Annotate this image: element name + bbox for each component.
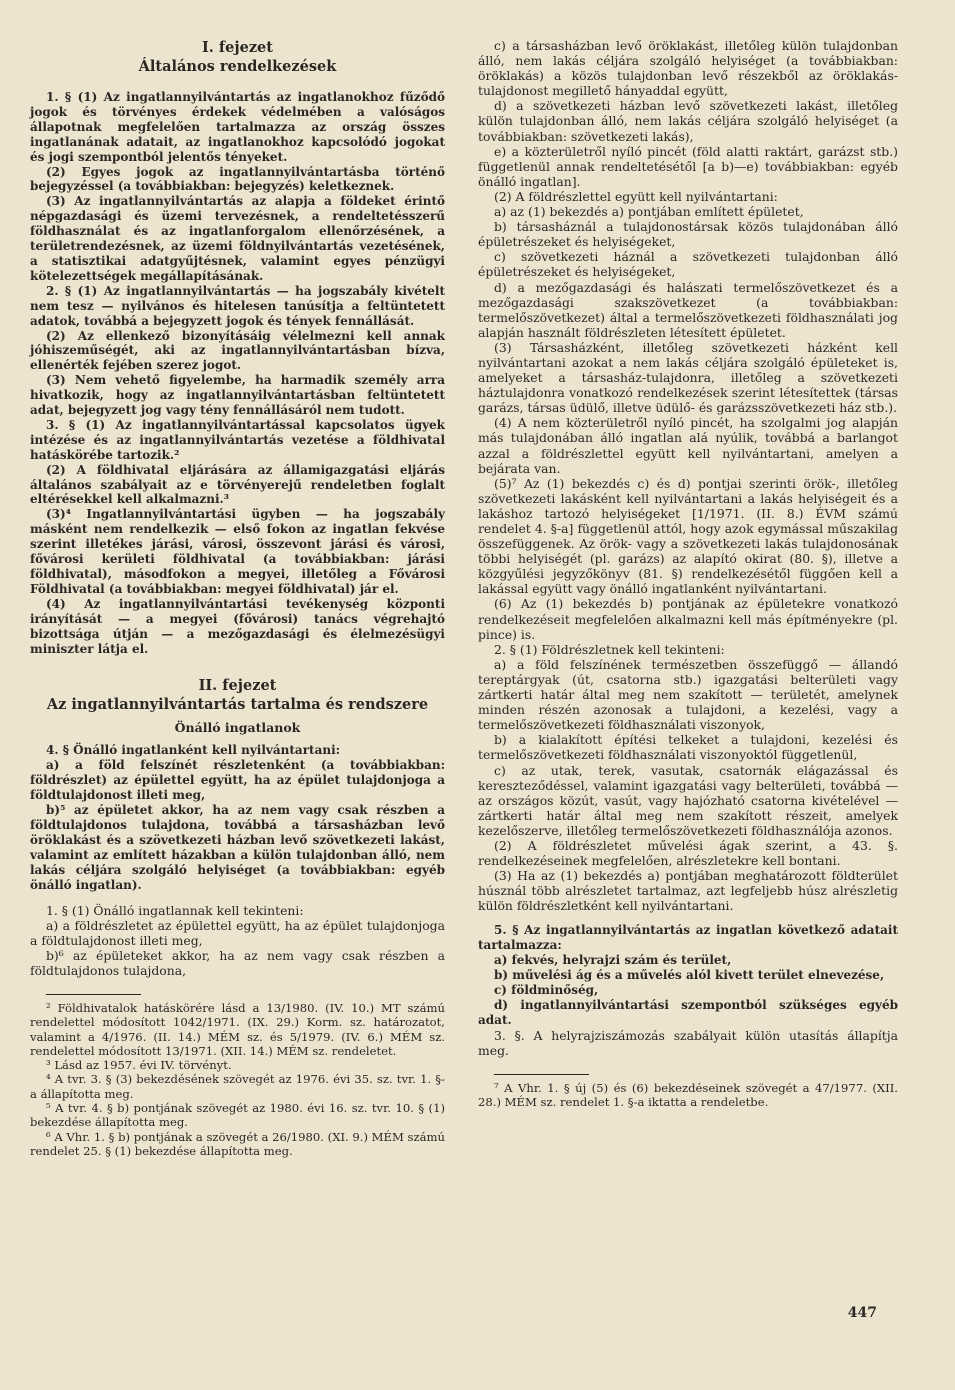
page-number: 447 (847, 1305, 877, 1321)
footnotes (478, 1081, 898, 1110)
paragraph: e) a közterületről nyíló pincét (föld alatti raktárt, garázst stb.) függetlenül annak rendeltetésétől [a b)—e) továbbiakban: egyéb önálló ingatlan]. (478, 143, 898, 189)
footnote: ⁴ A tvr. 3. § (3) bekezdésének szövegét az 1976. évi 35. sz. tvr. 1. §-a állapította meg. (30, 1072, 445, 1101)
footnote: ⁵ A tvr. 4. § b) pontjának szövegét az 1980. évi 16. sz. tvr. 10. § (1) bekezdése állapította meg. (30, 1101, 445, 1130)
paragraph: (3) Társasházként, illetőleg szövetkezeti házként kell nyilvántartani azokat a nem lakás céljára szolgáló épületeket is, amelyeket a társasház-tulajdonra, illetőleg a szövetkezeti háztulajdonra vonatkozó rendelkezések szerint létesítettek (társas garázs, társas üdülő, illetve üdülő- és garázsszövetkezeti ház stb.). (478, 339, 898, 416)
paragraph: (2) Egyes jogok az ingatlannyilvántartásba történő bejegyzéssel (a továbbiakban: bejegyzés) keletkeznek. (30, 164, 445, 194)
footnote-rule (494, 1074, 589, 1075)
paragraph: d) ingatlannyilvántartási szempontból szükséges egyéb adat. (478, 997, 898, 1027)
chapter-2-title: II. fejezet (198, 677, 277, 695)
paragraph: (3)⁴ Ingatlannyilvántartási ügyben — ha jogszabály másként nem rendelkezik — első fokon az ingatlan fekvése szerint illetékes járási, városi, összevont járási és városi, fővárosi kerületi földhivatal (a továbbiakban: járási földhivatal), másodfokon a megyei, illetőleg a Fővárosi Földhivatal (a továbbiakban: megyei földhivatal) jár el. (30, 507, 445, 596)
paragraph: d) a mezőgazdasági és halászati termelőszövetkezet és a mezőgazdasági szakszövetkezet (a továbbiakban: termelőszövetkezet) által a termelőszövetkezeti földhasználati jog alapján használt földrészleten létesített épületet. (478, 279, 898, 340)
footnote: ³ Lásd az 1957. évi IV. törvényt. (46, 1058, 232, 1073)
paragraph: a) fekvés, helyrajzi szám és terület, (494, 953, 732, 968)
paragraph: 2. § (1) Földrészletnek kell tekinteni: (494, 641, 725, 657)
paragraph: (3) Nem vehető figyelembe, ha harmadik személy arra hivatkozik, hogy az ingatlannyilvántartásban feltüntetett adat, bejegyzett jog vagy tény fennállásáról nem tudott. (30, 373, 445, 418)
paragraph: (4) Az ingatlannyilvántartási tevékenység központi irányítását — a megyei (fővárosi) tanács végrehajtó bizottsága útján — a mezőgazdasági és élelmezésügyi miniszter látja el. (30, 596, 445, 656)
paragraph: (3) Ha az (1) bekezdés a) pontjában meghatározott földterület húsznál több alrészletet tartalmaz, azt legfeljebb húsz alrészletig külön földrészletként kell nyilvántartani. (478, 868, 898, 914)
paragraph: (2) A földrészlettel együtt kell nyilvántartani: (494, 188, 778, 204)
paragraph: d) a szövetkezeti házban levő szövetkezeti lakást, illetőleg külön tulajdonban álló, nem lakás céljára szolgáló helyiséget (a továbbiakban: szövetkezeti lakás), (478, 98, 898, 144)
paragraph: c) az utak, terek, vasutak, csatornák elágazással és kereszteződéssel, valamint igazgatási vagy belterületi, továbbá — az országos közút, vasút, vagy hajózható csatorna kivételével — zártkerti határ által meg nem szakított részeit, amelyek kezelőszerve, illetőleg termelőszövetkezeti földhasználója azonos. (478, 762, 898, 838)
paragraph: 1. § (1) Önálló ingatlannak kell tekinteni: (46, 902, 304, 918)
paragraph: (4) A nem közterületről nyíló pincét, ha szolgalmi jog alapján más tulajdonában álló ingatlan alá nyúlik, továbbá a barlangot azzal a földrészlettel együtt kell nyilvántartani, amelyen a bejárata van. (478, 415, 898, 476)
paragraph: 1. § (1) Az ingatlannyilvántartás az ingatlanokhoz fűződő jogok és törvényes érdekek védelmében a valóságos állapotnak megfelelően tartalmazza az ország összes ingatlanának adatait, az ingatlanokhoz kapcsolódó jogokat és jogi szempontból jelentős tényeket. (30, 90, 445, 164)
left-column (30, 0, 445, 1158)
paragraph: 2. § (1) Az ingatlannyilvántartás — ha jogszabály kivételt nem tesz — nyilvános és hitelesen tanúsítja a feltüntetett adatok, továbbá a bejegyzett jogok és tények fennállását. (30, 283, 445, 328)
footnote: ⁶ A Vhr. 1. § b) pontjának a szövegét a 26/1980. (XI. 9.) MÉM számú rendelet 25. § (1) bekezdése állapította meg. (30, 1129, 445, 1158)
footnotes (30, 1001, 445, 1158)
paragraph: (5)⁷ Az (1) bekezdés c) és d) pontjai szerinti örök-, illetőleg szövetkezeti lakásként kell nyilvántartani a lakás helyiségeit és a lakáshoz tartozó helyiségeket [1/1971. (II. 8.) ÉVM számú rendelet 4. §-a] függetlenül attól, hogy azok egymással műszakilag összefüggenek. Az örök- vagy a szövetkezeti lakás tulajdonosának többi helyiségét (pl. garázs) az alapító okirat (80. §), illetve a közgyűlési jegyzőkönyv (81. §) rendelkezésétől függően kell a lakással együtt vagy önálló ingatlanként nyilvántartani. (478, 475, 898, 597)
footnote: ⁷ A Vhr. 1. § új (5) és (6) bekezdéseinek szövegét a 47/1977. (XII. 28.) MÉM sz. rendelet 1. §-a iktatta a rendeletbe. (478, 1080, 898, 1110)
paragraph: c) földminőség, (494, 983, 599, 998)
chapter-1-subtitle: Általános rendelkezések (138, 58, 337, 75)
paragraph: a) az (1) bekezdés a) pontjában említett épületet, (494, 204, 804, 220)
chapter-1-title: I. fejezet (202, 39, 273, 56)
paragraph: 3. §. A helyrajziszámozás szabályait külön utasítás állapítja meg. (478, 1027, 898, 1058)
paragraph: (3) Az ingatlannyilvántartás az alapja a földeket érintő népgazdasági és üzemi tervezésnek, a rendeltetésszerű földhasználat és az ingatlanforgalom ellenőrzésének, a területrendezésnek, az üzemi földnyilvántartás vezetésének, a statisztikai adatgyűjtésnek, valamint egyes pénzügyi kötelezettségek megállapításának. (30, 194, 445, 283)
paragraph: (2) A földrészletet művelési ágak szerint, a 43. §. rendelkezéseinek megfelelően, alrészletekre kell bontani. (478, 837, 898, 869)
paragraph: b)⁶ az épületeket akkor, ha az nem vagy csak részben a földtulajdonos tulajdona, (30, 947, 445, 978)
paragraph: 3. § (1) Az ingatlannyilvántartással kapcsolatos ügyek intézése és az ingatlannyilvántartás vezetése a földhivatal hatáskörébe tartozik.² (30, 417, 445, 462)
right-column (478, 0, 898, 1110)
paragraph: (6) Az (1) bekezdés b) pontjának az épületekre vonatkozó rendelkezéseit megfelelően alkalmazni kell más építményekre (pl. pince) is. (478, 596, 898, 642)
paragraph: b) társasháznál a tulajdonostársak közös tulajdonában álló épületrészeket és helyiségeket, (478, 219, 898, 250)
paragraph: c) szövetkezeti háznál a szövetkezeti tulajdonban álló épületrészeket és helyiségeket, (478, 249, 898, 280)
paragraph: (2) A földhivatal eljárására az államigazgatási eljárás általános szabályait az e törvényerejű rendeletben foglalt eltérésekkel kell alkalmazni.³ (30, 462, 445, 507)
paragraph: a) a föld felszínét részletenként (a továbbiakban: földrészlet) az épülettel együtt, ha az épület tulajdonjoga a földtulajdonost illeti meg, (30, 758, 445, 803)
paragraph: (2) Az ellenkező bizonyításáig vélelmezni kell annak jóhiszeműségét, aki az ingatlannyilvántartásban bízva, ellenérték fejében szerez jogot. (30, 328, 445, 373)
section-title: Önálló ingatlanok (174, 720, 301, 736)
paragraph: a) a földrészletet az épülettel együtt, ha az épület tulajdonjoga a földtulajdonost illeti meg, (30, 917, 445, 948)
paragraph: a) a föld felszínének természetben összefüggő — állandó tereptárgyak (út, csatorna stb.) igazgatási belterületi vagy zártkerti határ által meg nem szakított — területét, amelynek minden részén azonosak a tulajdoni, a kezelési, vagy a termelőszövetkezeti földhasználati viszonyok, (478, 656, 898, 733)
paragraph: b)⁵ az épületet akkor, ha az nem vagy csak részben a földtulajdonos tulajdona, továbbá a társasházban levő öröklakást és a szövetkezeti házban levő szövetkezeti lakást, valamint az említett házakban a külön tulajdonban álló, nem lakás céljára szolgáló helyiséget (a továbbiakban: egyéb önálló ingatlan). (30, 803, 445, 892)
paragraph: c) a társasházban levő öröklakást, illetőleg külön tulajdonban álló, nem lakás céljára szolgáló helyiséget (a továbbiakban: öröklakás) a közös tulajdonban levő részekből az öröklakás-tulajdonost megillető hányaddal együtt, (478, 38, 898, 99)
paragraph: b) a kialakított építési telkeket a tulajdoni, kezelési és termelőszövetkezeti földhasználati viszonyoktól függetlenül, (478, 732, 898, 763)
footnote-rule (46, 994, 141, 995)
footnote: ² Földhivatalok hatáskörére lásd a 13/1980. (IV. 10.) MT számú rendelettel módosított 1042/1971. (IX. 29.) Korm. sz. határozatot, valamint a 4/1976. (II. 14.) MÉM sz. és 5/1979. (IV. 6.) MÉM sz. rendelettel módosított 13/1971. (XII. 14.) MÉM sz. rendeletet. (30, 1000, 445, 1058)
paragraph: 4. § Önálló ingatlanként kell nyilvántartani: (46, 743, 341, 758)
paragraph: 5. § Az ingatlannyilvántartás az ingatlan következő adatait tartalmazza: (478, 923, 898, 953)
chapter-2-subtitle: Az ingatlannyilvántartás tartalma és rendszere (46, 696, 429, 714)
paragraph: b) művelési ág és a művelés alól kivett terület elnevezése, (494, 968, 885, 983)
